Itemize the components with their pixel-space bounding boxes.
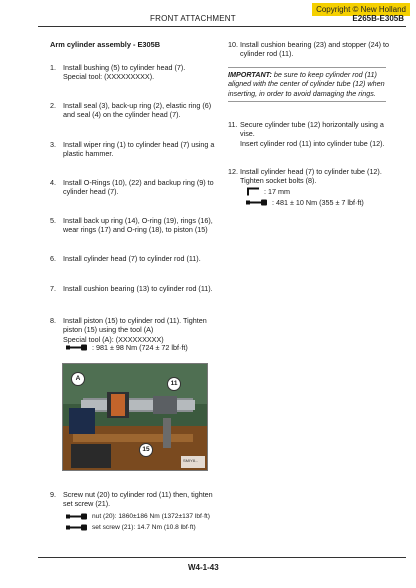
copyright-badge: Copyright © New Holland: [312, 3, 410, 16]
torque-value: : 981 ± 98 Nm (724 ± 72 lbf·ft): [92, 343, 188, 352]
step-number: 3.: [50, 140, 56, 149]
step-number: 10.: [228, 40, 238, 49]
photo-code: SMIY8...: [183, 458, 199, 463]
step-number: 5.: [50, 216, 56, 225]
important-bottom-rule: [228, 101, 386, 102]
step-text: Secure cylinder tube (12) horizontally using a vise. Insert cylinder rod (11) into cylinder tube (12).: [240, 120, 385, 148]
hex-key-icon: [246, 187, 260, 196]
step-number: 1.: [50, 63, 56, 72]
torque-value: : 481 ± 10 Nm (355 ± 7 lbf·ft): [272, 198, 364, 207]
important-label: IMPORTANT:: [228, 70, 272, 79]
step-number: 2.: [50, 101, 56, 110]
header-section: FRONT ATTACHMENT: [150, 14, 236, 23]
step-number: 8.: [50, 316, 56, 325]
step12-torque-spec: [246, 198, 364, 207]
step9-setscrew-torque: [66, 523, 196, 532]
important-top-rule: [228, 67, 386, 68]
header-rule: [38, 26, 406, 27]
important-text: be sure to keep cylinder rod (11) aligned with the center of cylinder tube (12) when inserting, in order to avoid damaging the rings.: [228, 70, 385, 98]
step-number: 7.: [50, 284, 56, 293]
step-text: Install back up ring (14), O-ring (19), rings (16), wear rings (17) and O-ring (18), to piston (15): [63, 216, 213, 235]
step-text: Install cylinder head (7) to cylinder rod (11).: [63, 254, 201, 263]
step-number: 11.: [228, 120, 238, 129]
step-number: 12.: [228, 167, 238, 176]
step-text: Install wiper ring (1) to cylinder head (7) using a plastic hammer.: [63, 140, 215, 159]
step-number: 4.: [50, 178, 56, 187]
callout-a: A: [71, 372, 85, 386]
step9-nut-torque: [66, 512, 210, 521]
step-text: Install O-Rings (10), (22) and backup ring (9) to cylinder head (7).: [63, 178, 214, 197]
step-text: Screw nut (20) to cylinder rod (11) then, tighten set screw (21).: [63, 490, 213, 509]
step-number: 9.: [50, 490, 56, 499]
step-text: Install cushion bearing (23) and stopper (24) to cylinder rod (11).: [240, 40, 390, 59]
torque-wrench-icon: [66, 344, 88, 351]
torque-wrench-icon: [66, 524, 88, 531]
callout-15: 15: [139, 443, 153, 457]
step-text: Install bushing (5) to cylinder head (7). Special tool: (XXXXXXXXX).: [63, 63, 186, 82]
step-text: Install cushion bearing (13) to cylinder rod (11).: [63, 284, 213, 293]
header-model: E265B-E305B: [352, 14, 404, 23]
footer-rule: [38, 557, 406, 558]
page-number: W4-1-43: [188, 563, 219, 572]
step-text: Install piston (15) to cylinder rod (11). Tighten piston (15) using the tool (A) Special tool (A): (XXXXXXXXX): [63, 316, 207, 344]
step12-wrench-spec: [246, 187, 290, 196]
important-note: [228, 70, 386, 98]
wrench-size: : 17 mm: [264, 187, 290, 196]
step8-torque-spec: [66, 343, 188, 352]
torque-wrench-icon: [246, 199, 268, 206]
torque-wrench-icon: [66, 513, 88, 520]
assembly-photo: [62, 363, 208, 471]
step-text: Install seal (3), back-up ring (2), elastic ring (6) and seal (4) on the cylinder head (7).: [63, 101, 212, 120]
step-number: 6.: [50, 254, 56, 263]
torque-value: set screw (21): 14.7 Nm (10.8 lbf·ft): [92, 524, 196, 531]
section-title: Arm cylinder assembly - E305B: [50, 40, 161, 49]
torque-value: nut (20): 1860±186 Nm (1372±137 lbf·ft): [92, 513, 210, 520]
callout-11: 11: [167, 377, 181, 391]
step-text: Install cylinder head (7) to cylinder tube (12). Tighten socket bolts (8).: [240, 167, 382, 186]
